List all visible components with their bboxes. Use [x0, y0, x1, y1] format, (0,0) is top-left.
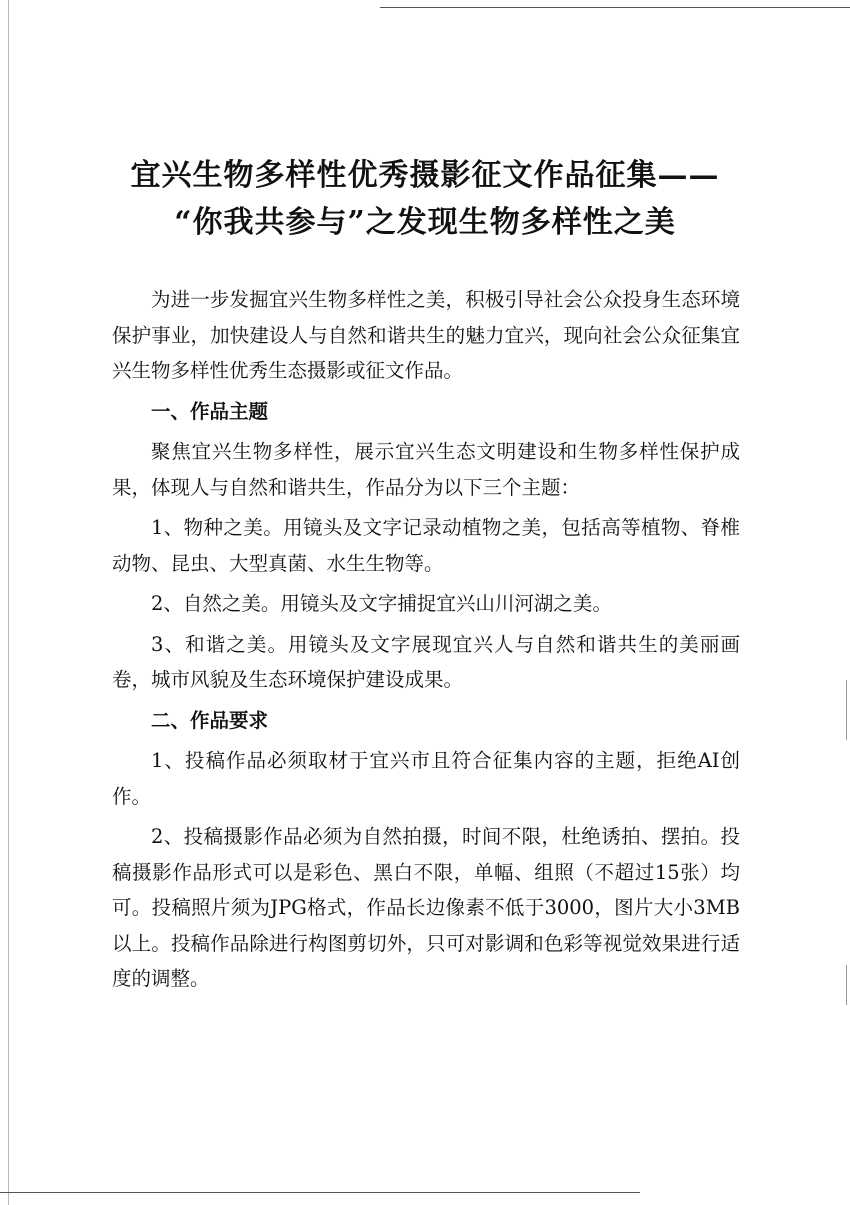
document-title-line-2: “你我共参与”之发现生物多样性之美 — [174, 205, 676, 240]
section-heading-requirements: 二、作品要求 — [151, 708, 269, 732]
theme-item-nature: 2、自然之美。用镜头及文字捕捉宜兴山川河湖之美。 — [151, 592, 612, 615]
requirement-item-1: 1、投稿作品必须取材于宜兴市且符合征集内容的主题，拒绝AI创作。 — [112, 749, 740, 808]
scan-border-right — [846, 965, 847, 1005]
intro-paragraph: 为进一步发掘宜兴生物多样性之美，积极引导社会公众投身生态环境保护事业，加快建设人与自然和谐共生的魅力宜兴，现向社会公众征集宜兴生物多样性优秀生态摄影或征文作品。 — [112, 288, 740, 382]
section-heading-theme: 一、作品主题 — [151, 399, 269, 423]
scan-border-left — [8, 0, 9, 1205]
scan-border-bottom — [0, 1192, 640, 1193]
scan-border-top — [380, 7, 850, 8]
section-theme-intro: 聚焦宜兴生物多样性，展示宜兴生态文明建设和生物多样性保护成果，体现人与自然和谐共生，作品分为以下三个主题： — [112, 440, 740, 499]
requirement-item-2: 2、投稿摄影作品必须为自然拍摄，时间不限，杜绝诱拍、摆拍。投稿摄影作品形式可以是彩色、黑白不限，单幅、组照（不超过15张）均可。投稿照片须为JPG格式，作品长边像素不低于3000，图片大小3MB以上。投稿作品除进行构图剪切外，只可对影调和色彩等视觉效果进行适度的调整。 — [112, 825, 740, 990]
theme-item-harmony: 3、和谐之美。用镜头及文字展现宜兴人与自然和谐共生的美丽画卷，城市风貌及生态环境保护建设成果。 — [112, 632, 740, 691]
document-title-line-1: 宜兴生物多样性优秀摄影征文作品征集—— — [130, 158, 720, 193]
document-body — [112, 282, 740, 1002]
theme-item-species: 1、物种之美。用镜头及文字记录动植物之美，包括高等植物、脊椎动物、昆虫、大型真菌、水生生物等。 — [112, 516, 740, 575]
scan-border-right — [846, 680, 847, 740]
